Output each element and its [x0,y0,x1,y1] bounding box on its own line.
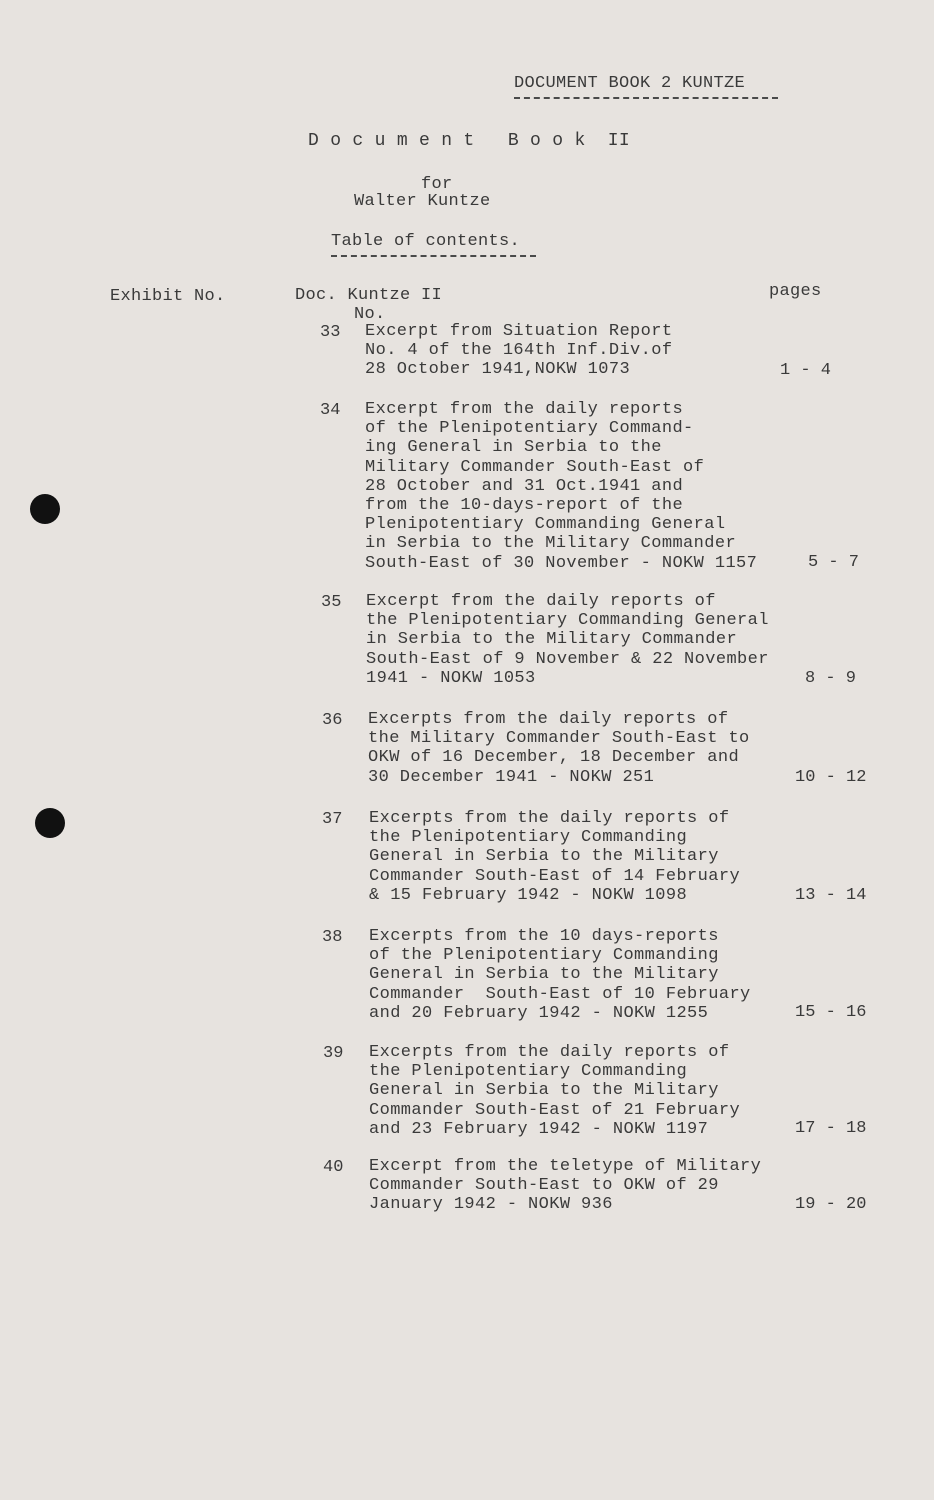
entry-text: Excerpts from the daily reports of the Plenipotentiary Commanding General in Serbia to the Military Commander South-East of 21 February and 23 February 1942 - NOKW 1197 [369,1043,741,1139]
entry-text: Excerpt from the daily reports of the Plenipotentiary Command- ing General in Serbia to the Military Commander South-East of 28 October and 31 Oct.1941 and from the 10-days-report of the Plenipotentiary Commanding General in Serbia to the Military Commander South-East of 30 November - NOKW 1157 [365,400,758,573]
entry-text: Excerpt from the daily reports of the Plenipotentiary Commanding General in Serbia to the Military Commander South-East of 9 November & 22 November 1941 - NOKW 1053 [366,592,769,688]
entry-pages: 8 - 9 [805,669,857,688]
entry-text: Excerpt from the teletype of Military Commander South-East to OKW of 29 January 1942 - NOKW 936 [369,1157,762,1215]
toc-underline [331,255,536,257]
exhibit-column-header: Exhibit No. [110,287,226,306]
entry-pages: 1 - 4 [780,361,832,380]
entry-text: Excerpt from Situation Report No. 4 of the 164th Inf.Div.of 28 October 1941,NOKW 1073 [365,322,673,380]
entry-text: Excerpts from the daily reports of the Plenipotentiary Commanding General in Serbia to the Military Commander South-East of 14 February & 15 February 1942 - NOKW 1098 [369,809,741,905]
entry-number: 33 [320,323,341,342]
entry-number: 38 [322,928,343,947]
entry-pages: 13 - 14 [795,886,867,905]
entry-text: Excerpts from the daily reports of the Military Commander South-East to OKW of 16 December, 18 December and 30 December 1941 - NOKW 251 [368,710,750,787]
entry-number: 36 [322,711,343,730]
toc-heading: Table of contents. [331,232,521,251]
doc-column-header: Doc. Kuntze II [295,286,443,305]
punch-hole-top [30,494,60,524]
doc-no-header: No. [354,305,386,324]
book-label: DOCUMENT BOOK 2 KUNTZE [514,74,746,93]
for-label: for [421,175,453,194]
entry-number: 37 [322,810,343,829]
entry-pages: 17 - 18 [795,1119,867,1138]
entry-pages: 5 - 7 [808,553,860,572]
entry-pages: 19 - 20 [795,1195,867,1214]
entry-number: 35 [321,593,342,612]
pages-column-header: pages [769,282,822,301]
entry-number: 39 [323,1044,344,1063]
entry-pages: 15 - 16 [795,1003,867,1022]
entry-text: Excerpts from the 10 days-reports of the Plenipotentiary Commanding General in Serbia to the Military Commander South-East of 10 February and 20 February 1942 - NOKW 1255 [369,927,751,1023]
punch-hole-bottom [35,808,65,838]
entry-pages: 10 - 12 [795,768,867,787]
entry-number: 34 [320,401,341,420]
document-title: D o c u m e n t B o o k II [308,131,630,151]
entry-number: 40 [323,1158,344,1177]
defendant-name: Walter Kuntze [354,192,491,211]
book-label-underline [514,97,778,99]
